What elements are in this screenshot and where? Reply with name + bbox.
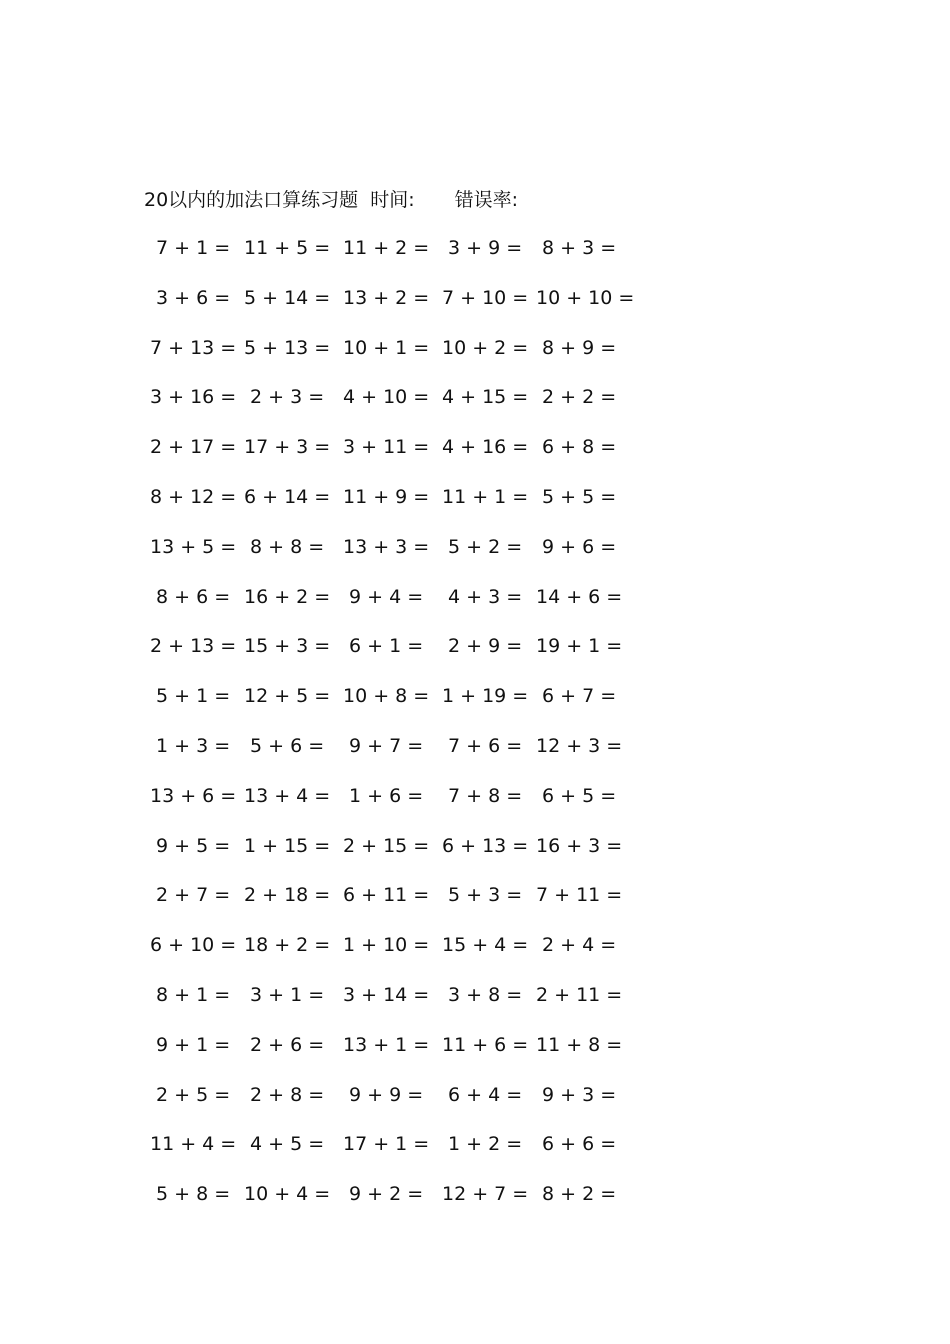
problem-item: 13 + 3 = [343,535,430,558]
problem-item: 3 + 1 = [250,983,325,1006]
problem-item: 2 + 17 = [150,436,237,459]
problem-row [0,1180,950,1230]
problem-item: 9 + 5 = [156,834,231,857]
problem-item: 7 + 13 = [150,336,237,359]
problem-item: 4 + 3 = [448,585,523,608]
problem-row [0,632,950,682]
problem-item: 10 + 2 = [442,336,529,359]
problem-item: 1 + 6 = [349,784,424,807]
problem-item: 5 + 1 = [156,685,231,708]
problem-item: 6 + 1 = [349,635,424,658]
problem-item: 11 + 1 = [442,485,529,508]
problem-item: 10 + 8 = [343,685,430,708]
problem-item: 11 + 2 = [343,237,430,259]
problem-row [0,284,950,334]
problem-item: 7 + 1 = [156,237,231,259]
problem-item: 19 + 1 = [536,635,623,658]
problem-item: 1 + 3 = [156,734,231,757]
problem-item: 13 + 6 = [150,784,237,807]
problem-item: 9 + 9 = [349,1083,424,1106]
problem-row [0,682,950,732]
problem-item: 1 + 10 = [343,934,430,957]
problem-item: 12 + 7 = [442,1183,529,1206]
problem-item: 5 + 13 = [244,336,331,359]
problem-item: 5 + 8 = [156,1183,231,1206]
problem-row [0,1031,950,1081]
problem-item: 3 + 11 = [343,436,430,459]
problem-item: 3 + 14 = [343,983,430,1006]
problem-row [0,533,950,583]
problem-item: 6 + 14 = [244,485,331,508]
problem-item: 17 + 1 = [343,1133,430,1156]
problem-item: 14 + 6 = [536,585,623,608]
problem-item: 4 + 5 = [250,1133,325,1156]
problem-item: 9 + 6 = [542,535,617,558]
problem-item: 15 + 4 = [442,934,529,957]
problem-item: 2 + 4 = [542,934,617,957]
problem-item: 17 + 3 = [244,436,331,459]
problem-item: 2 + 7 = [156,884,231,907]
problem-item: 6 + 7 = [542,685,617,708]
problem-item: 10 + 1 = [343,336,430,359]
problem-item: 13 + 5 = [150,535,237,558]
problem-item: 7 + 6 = [448,734,523,757]
problem-item: 3 + 8 = [448,983,523,1006]
problem-item: 11 + 6 = [442,1033,529,1056]
problem-item: 1 + 2 = [448,1133,523,1156]
problem-item: 10 + 10 = [536,286,635,309]
problem-item: 4 + 15 = [442,386,529,409]
problem-item: 6 + 11 = [343,884,430,907]
problem-item: 8 + 1 = [156,983,231,1006]
problem-item: 6 + 5 = [542,784,617,807]
problem-item: 6 + 13 = [442,834,529,857]
problem-item: 12 + 5 = [244,685,331,708]
problem-row [0,732,950,782]
problem-item: 13 + 4 = [244,784,331,807]
problem-item: 5 + 3 = [448,884,523,907]
problem-item: 2 + 11 = [536,983,623,1006]
problem-item: 12 + 3 = [536,734,623,757]
problem-item: 13 + 1 = [343,1033,430,1056]
problem-item: 5 + 2 = [448,535,523,558]
problem-item: 2 + 5 = [156,1083,231,1106]
worksheet-title: 20以内的加法口算练习题 [144,189,359,211]
worksheet-header [144,186,518,214]
problem-item: 5 + 5 = [542,485,617,508]
problem-item: 7 + 11 = [536,884,623,907]
problem-item: 8 + 8 = [250,535,325,558]
problem-item: 6 + 10 = [150,934,237,957]
problem-item: 2 + 6 = [250,1033,325,1056]
problem-item: 9 + 3 = [542,1083,617,1106]
problem-item: 8 + 9 = [542,336,617,359]
problem-row [0,1081,950,1131]
problem-item: 15 + 3 = [244,635,331,658]
problem-item: 5 + 6 = [250,734,325,757]
problem-item: 4 + 10 = [343,386,430,409]
time-label: 时间: [370,189,415,211]
problem-item: 5 + 14 = [244,286,331,309]
problem-row [0,832,950,882]
problem-item: 8 + 3 = [542,237,617,259]
problem-item: 11 + 8 = [536,1033,623,1056]
problem-item: 1 + 19 = [442,685,529,708]
problem-grid [0,234,950,1230]
problem-item: 3 + 6 = [156,286,231,309]
problem-item: 1 + 15 = [244,834,331,857]
problem-item: 2 + 13 = [150,635,237,658]
problem-item: 11 + 9 = [343,485,430,508]
problem-row [0,1130,950,1180]
problem-row [0,981,950,1031]
problem-row [0,334,950,384]
problem-item: 16 + 2 = [244,585,331,608]
problem-item: 2 + 15 = [343,834,430,857]
problem-row [0,782,950,832]
problem-row [0,383,950,433]
problem-item: 2 + 8 = [250,1083,325,1106]
problem-item: 2 + 3 = [250,386,325,409]
problem-item: 8 + 2 = [542,1183,617,1206]
problem-row [0,931,950,981]
problem-item: 6 + 4 = [448,1083,523,1106]
problem-item: 9 + 4 = [349,585,424,608]
problem-item: 7 + 10 = [442,286,529,309]
problem-item: 11 + 5 = [244,237,331,259]
problem-item: 9 + 7 = [349,734,424,757]
problem-row [0,483,950,533]
error-rate-label: 错误率: [454,189,518,211]
problem-item: 9 + 1 = [156,1033,231,1056]
problem-item: 16 + 3 = [536,834,623,857]
problem-item: 2 + 18 = [244,884,331,907]
problem-item: 2 + 2 = [542,386,617,409]
problem-row [0,234,950,284]
problem-item: 9 + 2 = [349,1183,424,1206]
problem-item: 6 + 8 = [542,436,617,459]
problem-item: 10 + 4 = [244,1183,331,1206]
problem-row [0,583,950,633]
problem-item: 6 + 6 = [542,1133,617,1156]
problem-row [0,433,950,483]
problem-item: 11 + 4 = [150,1133,237,1156]
problem-item: 3 + 16 = [150,386,237,409]
problem-item: 8 + 12 = [150,485,237,508]
problem-item: 18 + 2 = [244,934,331,957]
problem-item: 4 + 16 = [442,436,529,459]
problem-item: 8 + 6 = [156,585,231,608]
problem-item: 13 + 2 = [343,286,430,309]
problem-row [0,881,950,931]
problem-item: 7 + 8 = [448,784,523,807]
problem-item: 3 + 9 = [448,237,523,259]
problem-item: 2 + 9 = [448,635,523,658]
